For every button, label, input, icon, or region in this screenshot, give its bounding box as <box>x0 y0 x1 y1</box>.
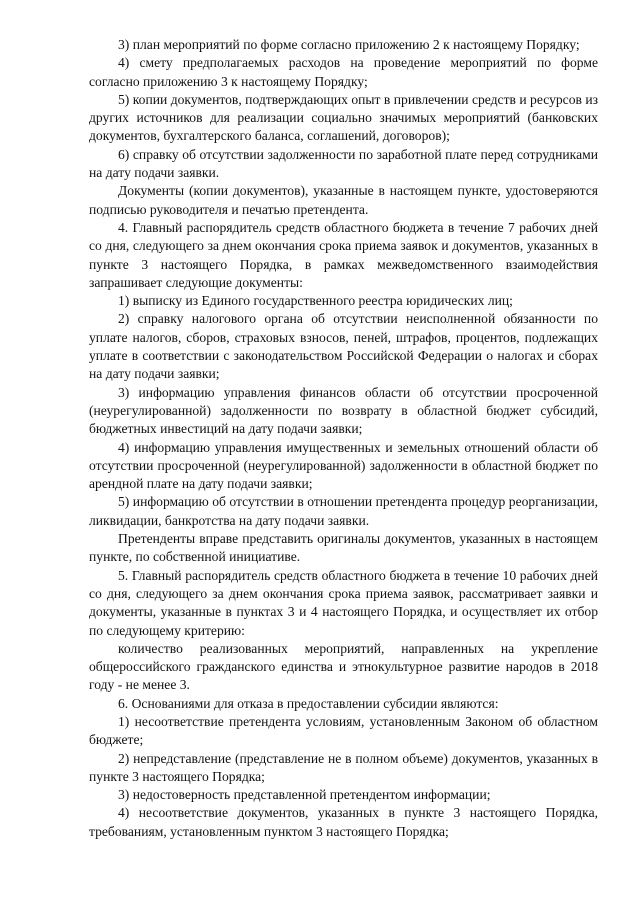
paragraph-item-4: 4) смету предполагаемых расходов на проведение мероприятий по форме согласно приложению 3 к настоящему Порядку; <box>89 55 598 89</box>
paragraph-clause-6: 6. Основаниями для отказа в предоставлении субсидии являются: <box>118 695 499 711</box>
paragraph-clause-5: 5. Главный распорядитель средств областного бюджета в течение 10 рабочих дней со дня, следующего за днем окончания срока приема заявок, рассматривает заявки и документы, указанные в пунктах 3 и 4 настоящего Порядка, и осуществляет их отбор по следующему критерию: <box>89 567 598 638</box>
paragraph-item-5: 5) копии документов, подтверждающих опыт в привлечении средств и ресурсов из других источников для реализации социально значимых мероприятий (банковских документов, бухгалтерского баланса, соглашений, договоров); <box>89 91 598 144</box>
paragraph-clause-4-item-1: 1) выписку из Единого государственного реестра юридических лиц; <box>118 293 513 309</box>
paragraph-item-6: 6) справку об отсутствии задолженности по заработной плате перед сотрудниками на дату подачи заявки. <box>89 146 598 181</box>
paragraph-clause-6-item-4: 4) несоответствие документов, указанных в пункте 3 настоящего Порядка, требованиям, установленным пунктом 3 настоящего Порядка; <box>89 805 598 839</box>
paragraph-clause-6-item-3: 3) недостоверность представленной претендентом информации; <box>118 787 491 803</box>
document-page <box>89 36 598 841</box>
paragraph-item-3: 3) план мероприятий по форме согласно приложению 2 к настоящему Порядку; <box>118 37 580 52</box>
paragraph-selection-criterion: количество реализованных мероприятий, направленных на укрепление общероссийского гражданского единства и этнокультурное развитие народов в 2018 году - не менее 3. <box>89 640 598 693</box>
paragraph-clause-4-item-4: 4) информацию управления имущественных и земельных отношений области об отсутствии просроченной (неурегулированной) задолженности в областной бюджет по арендной плате на дату подачи заявки; <box>89 439 598 492</box>
paragraph-originals-note: Претенденты вправе представить оригиналы документов, указанных в настоящем пункте, по собственной инициативе. <box>89 531 598 565</box>
paragraph-clause-4-item-2: 2) справку налогового органа об отсутствии неисполненной обязанности по уплате налогов, сборов, страховых взносов, пеней, штрафов, процентов, подлежащих уплате в соответствии с законодательством Российской Федерации о налогах и сборах на дату подачи заявки; <box>89 311 598 382</box>
paragraph-documents-certification: Документы (копии документов), указанные в настоящем пункте, удостоверяются подписью руководителя и печатью претендента. <box>89 183 598 217</box>
paragraph-clause-6-item-1: 1) несоответствие претендента условиям, установленным Законом об областном бюджете; <box>89 713 598 748</box>
paragraph-clause-4-item-3: 3) информацию управления финансов области об отсутствии просроченной (неурегулированной) задолженности по возврату в областной бюджет субсидий, бюджетных инвестиций на дату подачи заявки; <box>89 384 598 437</box>
paragraph-clause-4: 4. Главный распорядитель средств областного бюджета в течение 7 рабочих дней со дня, следующего за днем окончания срока приема заявок и документов, указанных в пункте 3 настоящего Порядка, в рамках межведомственного взаимодействия запрашивает следующие документы: <box>89 219 598 290</box>
paragraph-clause-6-item-2: 2) непредставление (представление не в полном объеме) документов, указанных в пункте 3 настоящего Порядка; <box>89 750 598 784</box>
paragraph-clause-4-item-5: 5) информацию об отсутствии в отношении претендента процедур реорганизации, ликвидации, банкротства на дату подачи заявки. <box>89 494 598 528</box>
